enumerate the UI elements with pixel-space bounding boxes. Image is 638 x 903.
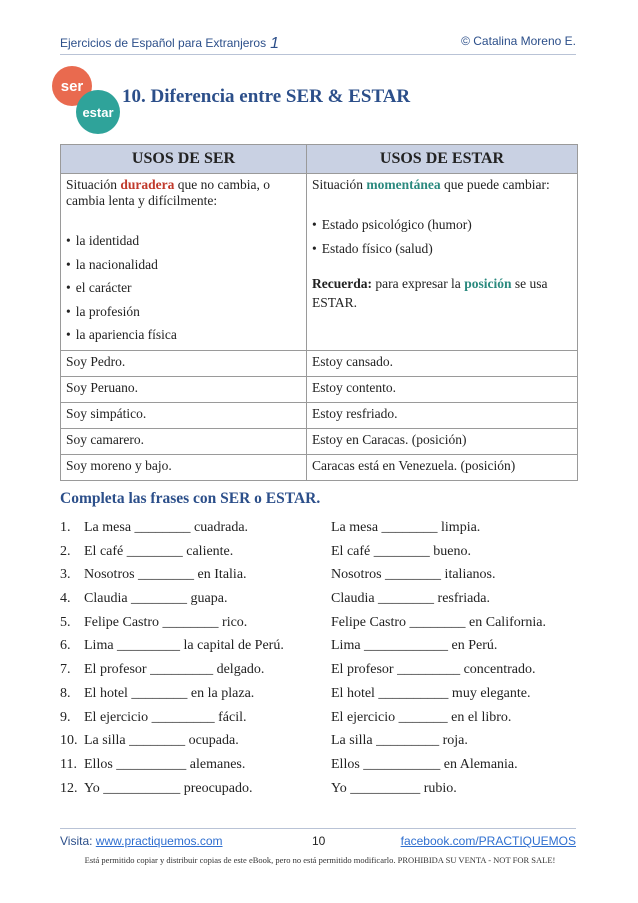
header-divider <box>60 54 576 55</box>
list-item: • el carácter <box>66 276 301 300</box>
exercise-row <box>60 662 580 686</box>
footer-divider <box>60 828 576 829</box>
exercise-ser-sentence: Lima _________ la capital de Perú. <box>84 638 284 654</box>
exercise-ser-sentence: Felipe Castro ________ rico. <box>84 614 248 630</box>
estar-uses-cell <box>307 174 578 351</box>
footer-visit: Visita: www.practiquemos.com <box>60 834 223 848</box>
list-item: • la nacionalidad <box>66 253 301 277</box>
exercise-row <box>60 591 580 615</box>
page-footer <box>60 834 576 850</box>
exercise-estar-sentence: Ellos ___________ en Alemania. <box>331 756 518 772</box>
exercise-number: 8. <box>60 685 71 701</box>
ser-example: Soy simpático. <box>61 402 307 428</box>
exercise-row <box>60 710 580 734</box>
website-link[interactable]: www.practiquemos.com <box>95 834 223 848</box>
estar-bullet-list <box>312 213 572 260</box>
exercise-number: 12. <box>60 780 78 796</box>
ser-example: Soy Peruano. <box>61 376 307 402</box>
list-item: • la apariencia física <box>66 323 301 347</box>
exercise-ser-sentence: La silla ________ ocupada. <box>84 733 239 749</box>
exercise-estar-sentence: El profesor _________ concentrado. <box>331 662 536 678</box>
ser-description: Situación duradera que no cambia, o cambia lenta y difícilmente: <box>66 177 270 208</box>
estar-description: Situación momentánea que puede cambiar: <box>312 177 550 192</box>
exercise-row <box>60 544 580 568</box>
exercise-estar-sentence: El ejercicio _______ en el libro. <box>331 709 512 725</box>
exercise-list <box>60 520 580 804</box>
ser-bullet-list <box>66 229 301 347</box>
exercise-estar-sentence: La silla _________ roja. <box>331 733 468 749</box>
ser-estar-logo <box>52 66 124 130</box>
exercise-number: 10. <box>60 733 78 749</box>
table-row <box>61 376 578 402</box>
ser-example: Soy Pedro. <box>61 350 307 376</box>
ser-example: Soy moreno y bajo. <box>61 454 307 480</box>
exercise-ser-sentence: Claudia ________ guapa. <box>84 591 228 607</box>
exercise-ser-sentence: Ellos __________ alemanes. <box>84 756 246 772</box>
exercise-row <box>60 781 580 805</box>
ser-uses-cell <box>61 174 307 351</box>
page-number: 10 <box>312 834 326 848</box>
exercise-ser-sentence: El café ________ caliente. <box>84 543 234 559</box>
table-row <box>61 428 578 454</box>
exercise-number: 4. <box>60 591 71 607</box>
exercise-number: 9. <box>60 709 71 725</box>
exercise-number: 1. <box>60 520 71 535</box>
estar-example: Estoy cansado. <box>307 350 578 376</box>
exercise-row <box>60 733 580 757</box>
estar-example: Caracas está en Venezuela. (posición) <box>307 454 578 480</box>
exercise-estar-sentence: Yo __________ rubio. <box>331 780 457 796</box>
exercise-number: 11. <box>60 756 77 772</box>
exercise-ser-sentence: El profesor _________ delgado. <box>84 662 265 678</box>
exercise-estar-sentence: La mesa ________ limpia. <box>331 520 481 535</box>
header-volume: 1 <box>270 35 280 52</box>
facebook-link[interactable]: facebook.com/PRACTIQUEMOS <box>400 834 576 848</box>
header-copyright: © Catalina Moreno E. <box>461 34 576 48</box>
exercise-row <box>60 615 580 639</box>
estar-example: Estoy resfriado. <box>307 402 578 428</box>
exercise-ser-sentence: El hotel ________ en la plaza. <box>84 685 255 701</box>
estar-example: Estoy contento. <box>307 376 578 402</box>
copyright-disclaimer: Está permitido copiar y distribuir copias de este eBook, pero no está permitido modificarlo. PROHIBIDA SU VENTA - NOT FOR SALE! <box>84 855 556 865</box>
exercise-row <box>60 686 580 710</box>
header-book-title: Ejercicios de Español para Extranjeros 1 <box>60 35 280 52</box>
momentanea-highlight: momentánea <box>366 177 441 192</box>
exercise-number: 3. <box>60 567 71 583</box>
exercise-number: 2. <box>60 543 71 559</box>
exercise-row <box>60 520 580 544</box>
list-item: • la profesión <box>66 300 301 324</box>
header-usos-estar: USOS DE ESTAR <box>307 145 578 174</box>
page-header <box>60 30 576 56</box>
exercise-estar-sentence: El hotel __________ muy elegante. <box>331 685 531 701</box>
exercise-instruction: Completa las frases con SER o ESTAR. <box>60 490 321 507</box>
exercise-ser-sentence: La mesa ________ cuadrada. <box>84 520 249 535</box>
table-uses-row <box>61 174 578 351</box>
table-row <box>61 402 578 428</box>
exercise-estar-sentence: Claudia ________ resfriada. <box>331 591 491 607</box>
exercise-row <box>60 757 580 781</box>
estar-bubble: estar <box>76 90 120 134</box>
exercise-estar-sentence: Nosotros ________ italianos. <box>331 567 496 583</box>
exercise-estar-sentence: Felipe Castro ________ en California. <box>331 614 547 630</box>
recuerda-note: Recuerda: para expresar la posición se usa ESTAR. <box>312 276 548 310</box>
estar-example: Estoy en Caracas. (posición) <box>307 428 578 454</box>
exercise-row <box>60 567 580 591</box>
list-item: • la identidad <box>66 229 301 253</box>
exercise-number: 5. <box>60 614 71 630</box>
table-row <box>61 454 578 480</box>
exercise-ser-sentence: Yo ___________ preocupado. <box>84 780 253 796</box>
list-item: • Estado físico (salud) <box>312 237 572 261</box>
table-row <box>61 350 578 376</box>
ser-bubble: ser <box>52 66 92 106</box>
ser-example: Soy camarero. <box>61 428 307 454</box>
duradera-highlight: duradera <box>120 177 175 192</box>
exercise-estar-sentence: El café ________ bueno. <box>331 543 471 559</box>
exercise-estar-sentence: Lima ____________ en Perú. <box>331 638 498 654</box>
list-item: • Estado psicológico (humor) <box>312 213 572 237</box>
header-usos-ser: USOS DE SER <box>61 145 307 174</box>
posicion-highlight: posición <box>464 276 512 291</box>
exercise-number: 7. <box>60 662 71 678</box>
exercise-ser-sentence: Nosotros ________ en Italia. <box>84 567 247 583</box>
exercise-ser-sentence: El ejercicio _________ fácil. <box>84 709 247 725</box>
exercise-number: 6. <box>60 638 71 654</box>
exercise-row <box>60 638 580 662</box>
table-header-row <box>61 145 578 174</box>
uses-table <box>60 144 578 481</box>
page-title: 10. Diferencia entre SER & ESTAR <box>122 86 411 107</box>
